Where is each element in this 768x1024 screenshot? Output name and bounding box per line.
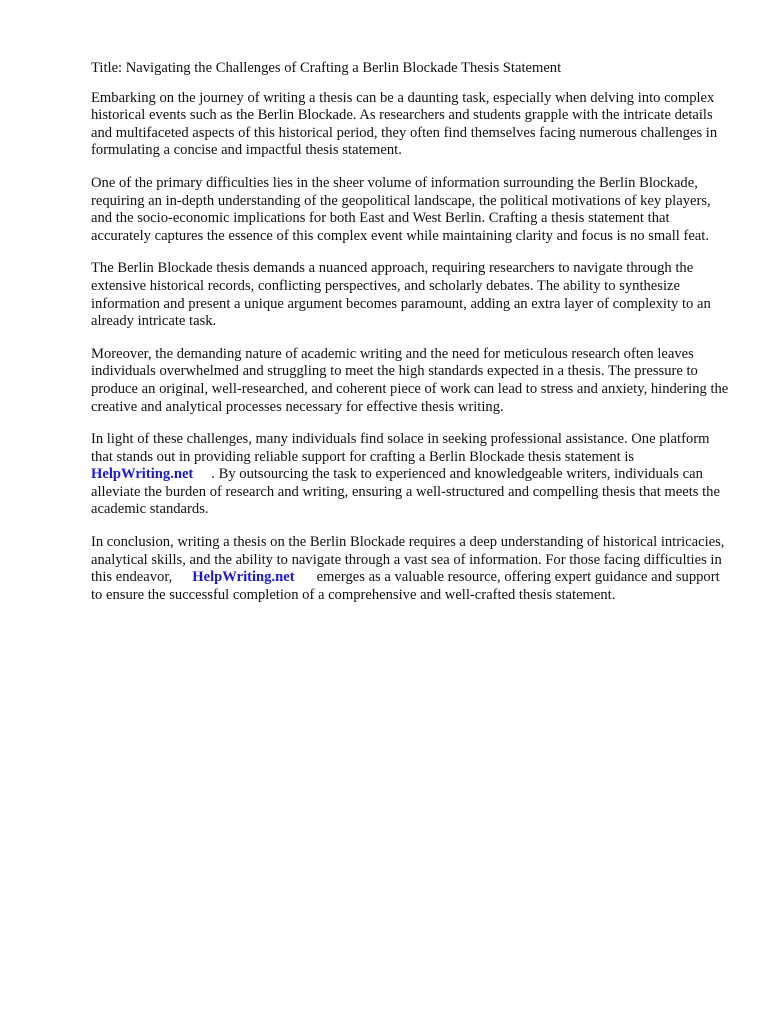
helpwriting-link[interactable]: HelpWriting.net xyxy=(91,466,194,483)
paragraph-intro: Embarking on the journey of writing a thesis can be a daunting task, especially when delving into complex historical events such as the Berlin Blockade. As researchers and students grapple with the intricate details and multifaceted aspects of this historical period, they often find themselves facing numerous challenges in formulating a concise and impactful thesis statement. xyxy=(91,89,718,159)
document-title: Title: Navigating the Challenges of Crafting a Berlin Blockade Thesis Statement xyxy=(91,60,562,76)
helpwriting-link-conclusion[interactable]: HelpWriting.net xyxy=(192,569,295,586)
paragraph-assistance xyxy=(91,431,731,519)
document-body xyxy=(91,60,731,619)
paragraph-academic-pressure: Moreover, the demanding nature of academic writing and the need for meticulous research often leaves individuals overwhelmed and struggling to meet the high standards expected in a thesis. The pressure to produce an original, well-researched, and coherent piece of work can lead to stress and anxiety, hindering the creative and analytical processes necessary for effective thesis writing. xyxy=(91,345,729,415)
paragraph-nuanced-approach: The Berlin Blockade thesis demands a nuanced approach, requiring researchers to navigate through the extensive historical records, conflicting perspectives, and scholarly debates. The ability to synthesize information and present a unique argument becomes paramount, adding an extra layer of complexity to an already intricate task. xyxy=(91,260,711,330)
paragraph-conclusion-text-end: emerges as a valuable resource, offering expert guidance and support to ensure the successful completion of a comprehensive and well-crafted thesis statement. xyxy=(91,569,720,603)
paragraph-assistance-text-end: . By outsourcing the task to experienced and knowledgeable writers, individuals can alleviate the burden of research and writing, ensuring a well-structured and compelling thesis that meets the academic standards. xyxy=(91,466,720,518)
paragraph-conclusion-text-start: In conclusion, writing a thesis on the Berlin Blockade requires a deep understanding of historical intricacies, analytical skills, and the ability to navigate through a vast sea of information. For those facing difficulties in this endeavor, xyxy=(91,534,725,586)
paragraph-conclusion xyxy=(91,534,731,604)
paragraph-difficulties: One of the primary difficulties lies in the sheer volume of information surrounding the Berlin Blockade, requiring an in-depth understanding of the geopolitical landscape, the political motivations of key players, and the socio-economic implications for both East and West Berlin. Crafting a thesis statement that accurately captures the essence of this complex event while maintaining clarity and focus is no small feat. xyxy=(91,174,711,244)
paragraph-assistance-text-start: In light of these challenges, many individuals find solace in seeking professional assistance. One platform that stands out in providing reliable support for crafting a Berlin Blockade thesis statement is xyxy=(91,431,710,465)
